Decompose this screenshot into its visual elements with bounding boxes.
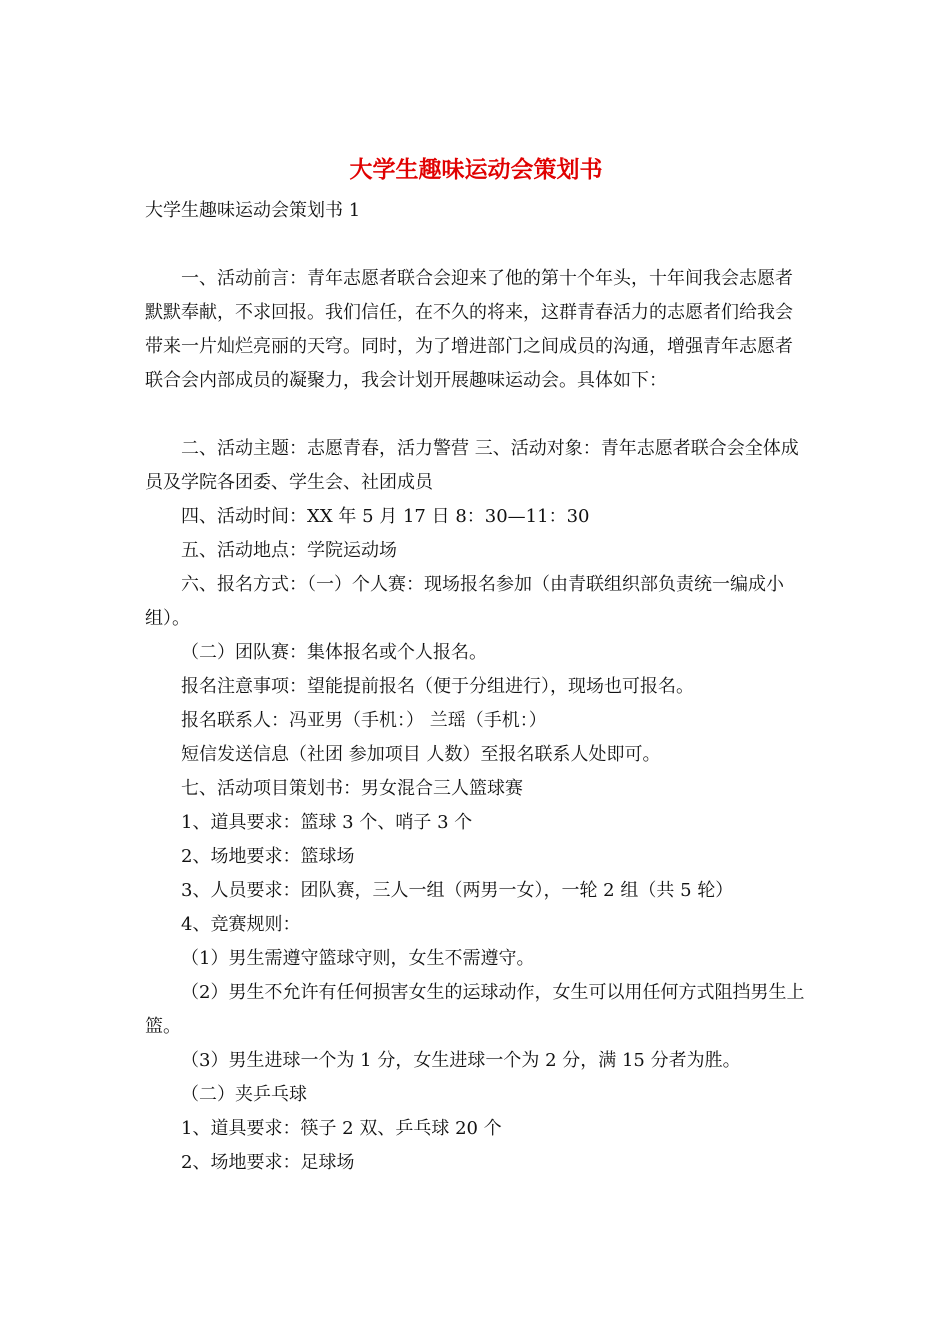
document-subtitle: 大学生趣味运动会策划书 1 — [145, 200, 361, 221]
paragraph-props: 1、道具要求：篮球 3 个、哨子 3 个 — [181, 812, 473, 833]
paragraph-team-registration: （二）团队赛：集体报名或个人报名。 — [181, 642, 487, 663]
document-title: 大学生趣味运动会策划书 — [349, 157, 603, 183]
paragraph-pingpong-heading: （二）夹乒乓球 — [181, 1084, 307, 1105]
paragraph-rules-heading: 4、竞赛规则： — [181, 914, 301, 935]
paragraph-pingpong-venue: 2、场地要求：足球场 — [181, 1152, 355, 1173]
paragraph-time: 四、活动时间：XX 年 5 月 17 日 8：30—11：30 — [181, 506, 590, 527]
paragraph-registration: 六、报名方式：（一）个人赛：现场报名参加（由青联组织部负责统一编成小组）。 — [145, 574, 784, 629]
paragraph-rule-2: （2）男生不允许有任何损害女生的运球动作，女生可以用任何方式阻挡男生上篮。 — [145, 982, 805, 1037]
paragraph-venue: 2、场地要求：篮球场 — [181, 846, 355, 867]
paragraph-contacts: 报名联系人：冯亚男（手机：） 兰瑶（手机：） — [181, 710, 547, 731]
paragraph-projects: 七、活动项目策划书：男女混合三人篮球赛 — [181, 778, 523, 799]
paragraph-theme-target: 二、活动主题：志愿青春，活力警营 三、活动对象：青年志愿者联合会全体成员及学院各团委、学生会、社团成员 — [145, 438, 799, 493]
paragraph-registration-notes: 报名注意事项：望能提前报名（便于分组进行），现场也可报名。 — [181, 676, 694, 697]
paragraph-pingpong-props: 1、道具要求：筷子 2 双、乒乓球 20 个 — [181, 1118, 502, 1139]
paragraph-rule-3: （3）男生进球一个为 1 分，女生进球一个为 2 分，满 15 分者为胜。 — [181, 1050, 741, 1071]
paragraph-personnel: 3、人员要求：团队赛，三人一组（两男一女），一轮 2 组（共 5 轮） — [181, 880, 734, 901]
paragraph-sms-info: 短信发送信息（社团 参加项目 人数）至报名联系人处即可。 — [181, 744, 661, 765]
paragraph-preface: 一、活动前言：青年志愿者联合会迎来了他的第十个年头，十年间我会志愿者默默奉献，不求回报。我们信任，在不久的将来，这群青春活力的志愿者们给我会带来一片灿烂亮丽的天穹。同时，为了增进部门之间成员的沟通，增强青年志愿者联合会内部成员的凝聚力，我会计划开展趣味运动会。具体如下： — [145, 268, 793, 391]
paragraph-rule-1: （1）男生需遵守篮球守则，女生不需遵守。 — [181, 948, 535, 969]
document-body — [145, 150, 807, 1180]
paragraph-location: 五、活动地点：学院运动场 — [181, 540, 397, 561]
